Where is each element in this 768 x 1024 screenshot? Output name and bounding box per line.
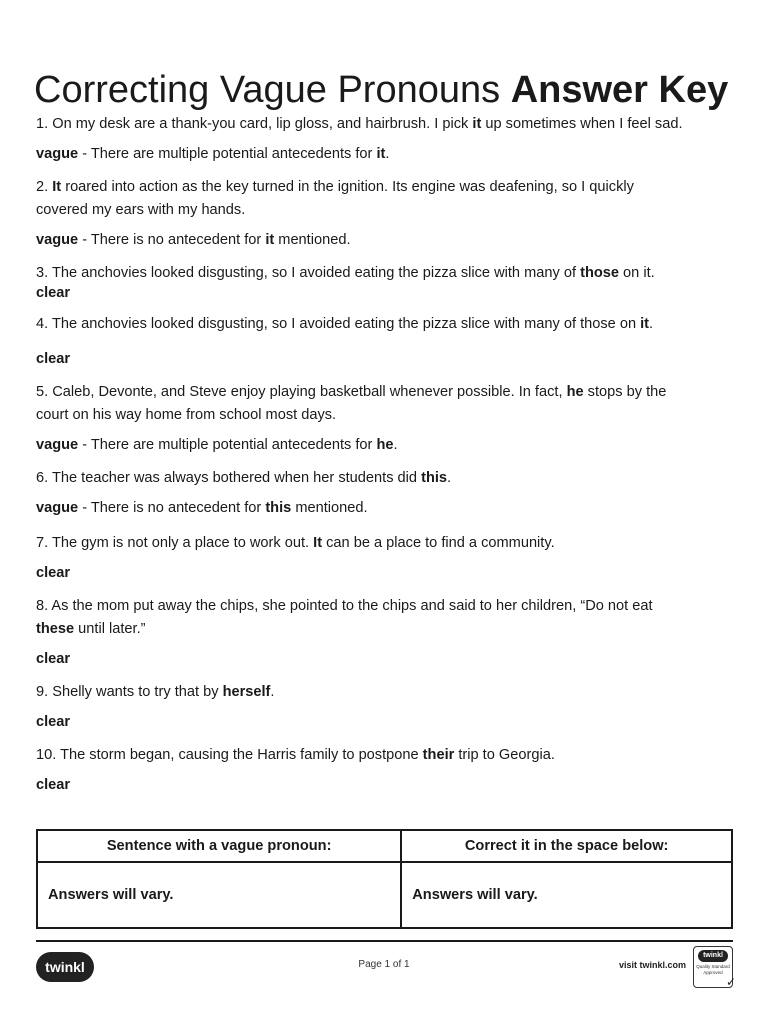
answer-10 xyxy=(36,774,736,797)
question-2-line-2: covered my ears with my hands. xyxy=(36,202,246,218)
question-5-line-2: court on his way home from school most days. xyxy=(36,407,337,423)
question-5-text: 5. Caleb, Devonte, and Steve enjoy playing basketball whenever possible. In fact, xyxy=(36,384,567,400)
answer-10-label: clear xyxy=(36,777,71,793)
question-10-pronoun: their xyxy=(422,747,455,763)
answer-9-label: clear xyxy=(36,714,71,730)
answer-5-text: - There are multiple potential antecedents for xyxy=(78,437,377,453)
question-9-text: 9. Shelly wants to try that by xyxy=(36,684,223,700)
answer-9 xyxy=(36,711,736,734)
cell-correction-answer: Answers will vary. xyxy=(401,862,732,928)
question-2-pronoun: It xyxy=(52,179,62,195)
badge-text: Quality Standard Approved xyxy=(696,964,730,975)
answer-6-text: - There is no antecedent for xyxy=(78,500,266,516)
answer-1 xyxy=(36,143,736,166)
answer-5-pronoun: he xyxy=(376,437,394,453)
question-2 xyxy=(36,176,736,222)
answer-2 xyxy=(36,229,736,252)
question-6 xyxy=(36,467,736,490)
question-1 xyxy=(36,113,736,136)
question-9 xyxy=(36,681,736,704)
answer-table xyxy=(36,829,733,929)
question-9-text-end: . xyxy=(270,684,275,700)
question-1-text-end: up sometimes when I feel sad. xyxy=(481,116,683,132)
answer-7-label: clear xyxy=(36,565,71,581)
answer-8 xyxy=(36,648,736,671)
header-correction: Correct it in the space below: xyxy=(401,830,732,862)
header-vague-pronoun: Sentence with a vague pronoun: xyxy=(37,830,401,862)
question-7-text-end: can be a place to find a community. xyxy=(322,535,555,551)
answer-5-text-end: . xyxy=(393,437,398,453)
answer-3-label: clear xyxy=(36,285,71,301)
question-6-pronoun: this xyxy=(421,470,448,486)
question-4-pronoun: it xyxy=(640,316,650,332)
question-1-text: 1. On my desk are a thank-you card, lip gloss, and hairbrush. I pick xyxy=(36,116,473,132)
question-7-text: 7. The gym is not only a place to work out. xyxy=(36,535,314,551)
title-regular: Correcting Vague Pronouns xyxy=(34,69,501,112)
answer-1-pronoun: it xyxy=(376,146,386,162)
question-4-text: 4. The anchovies looked disgusting, so I avoided eating the pizza slice with many of those on xyxy=(36,316,641,332)
question-8 xyxy=(36,595,736,641)
question-5 xyxy=(36,381,736,427)
question-3 xyxy=(36,262,736,285)
question-3-pronoun: those xyxy=(580,265,619,281)
answer-6 xyxy=(36,497,736,520)
question-5-pronoun: he xyxy=(566,384,584,400)
answer-1-label: vague xyxy=(36,146,79,162)
answer-list xyxy=(36,113,736,797)
answer-5-label: vague xyxy=(36,437,79,453)
cell-vague-answer: Answers will vary. xyxy=(37,862,401,928)
answer-6-text-end: mentioned. xyxy=(291,500,368,516)
question-3-text: 3. The anchovies looked disgusting, so I avoided eating the pizza slice with many of xyxy=(36,265,581,281)
question-1-pronoun: it xyxy=(472,116,482,132)
answer-2-pronoun: it xyxy=(265,232,275,248)
answer-4 xyxy=(36,348,736,371)
answer-1-text-end: . xyxy=(385,146,390,162)
check-icon: ✓ xyxy=(725,975,736,989)
question-4-text-end: . xyxy=(649,316,654,332)
question-6-text: 6. The teacher was always bothered when her students did xyxy=(36,470,422,486)
answer-2-text-end: mentioned. xyxy=(274,232,351,248)
page-number: Page 1 of 1 xyxy=(358,959,410,970)
question-7-pronoun: It xyxy=(313,535,323,551)
badge-logo: twinkl xyxy=(698,950,728,962)
quality-badge xyxy=(693,946,736,989)
answer-6-label: vague xyxy=(36,500,79,516)
question-10-text-end: trip to Georgia. xyxy=(454,747,555,763)
question-2-number: 2. xyxy=(36,179,53,195)
footer-divider xyxy=(36,940,733,942)
question-10-text: 10. The storm began, causing the Harris family to postpone xyxy=(36,747,423,763)
answer-5 xyxy=(36,434,736,457)
answer-6-pronoun: this xyxy=(265,500,292,516)
question-8-pronoun: these xyxy=(36,621,75,637)
answer-8-label: clear xyxy=(36,651,71,667)
question-5-text-end: stops by the xyxy=(583,384,667,400)
answer-table-row xyxy=(37,862,732,928)
title-bold: Answer Key xyxy=(510,69,729,112)
answer-table-header-row xyxy=(37,830,732,862)
answer-7 xyxy=(36,562,736,585)
question-4 xyxy=(36,313,736,336)
question-7 xyxy=(36,532,736,555)
visit-link[interactable]: visit twinkl.com xyxy=(618,960,686,970)
question-9-pronoun: herself xyxy=(222,684,271,700)
answer-2-text: - There is no antecedent for xyxy=(78,232,266,248)
question-8-text: 8. As the mom put away the chips, she pointed to the chips and said to her children, “Do not eat xyxy=(36,598,653,614)
page-title xyxy=(34,65,744,115)
question-8-text-end: until later.” xyxy=(74,621,146,637)
question-6-text-end: . xyxy=(447,470,452,486)
question-10 xyxy=(36,744,736,767)
answer-1-text: - There are multiple potential antecedents for xyxy=(78,146,377,162)
answer-3 xyxy=(36,285,736,301)
question-2-text: roared into action as the key turned in the ignition. Its engine was deafening, so I quickly xyxy=(61,179,634,195)
twinkl-logo: twinkl xyxy=(36,952,94,982)
answer-2-label: vague xyxy=(36,232,79,248)
answer-4-label: clear xyxy=(36,351,71,367)
question-3-text-end: on it. xyxy=(619,265,655,281)
